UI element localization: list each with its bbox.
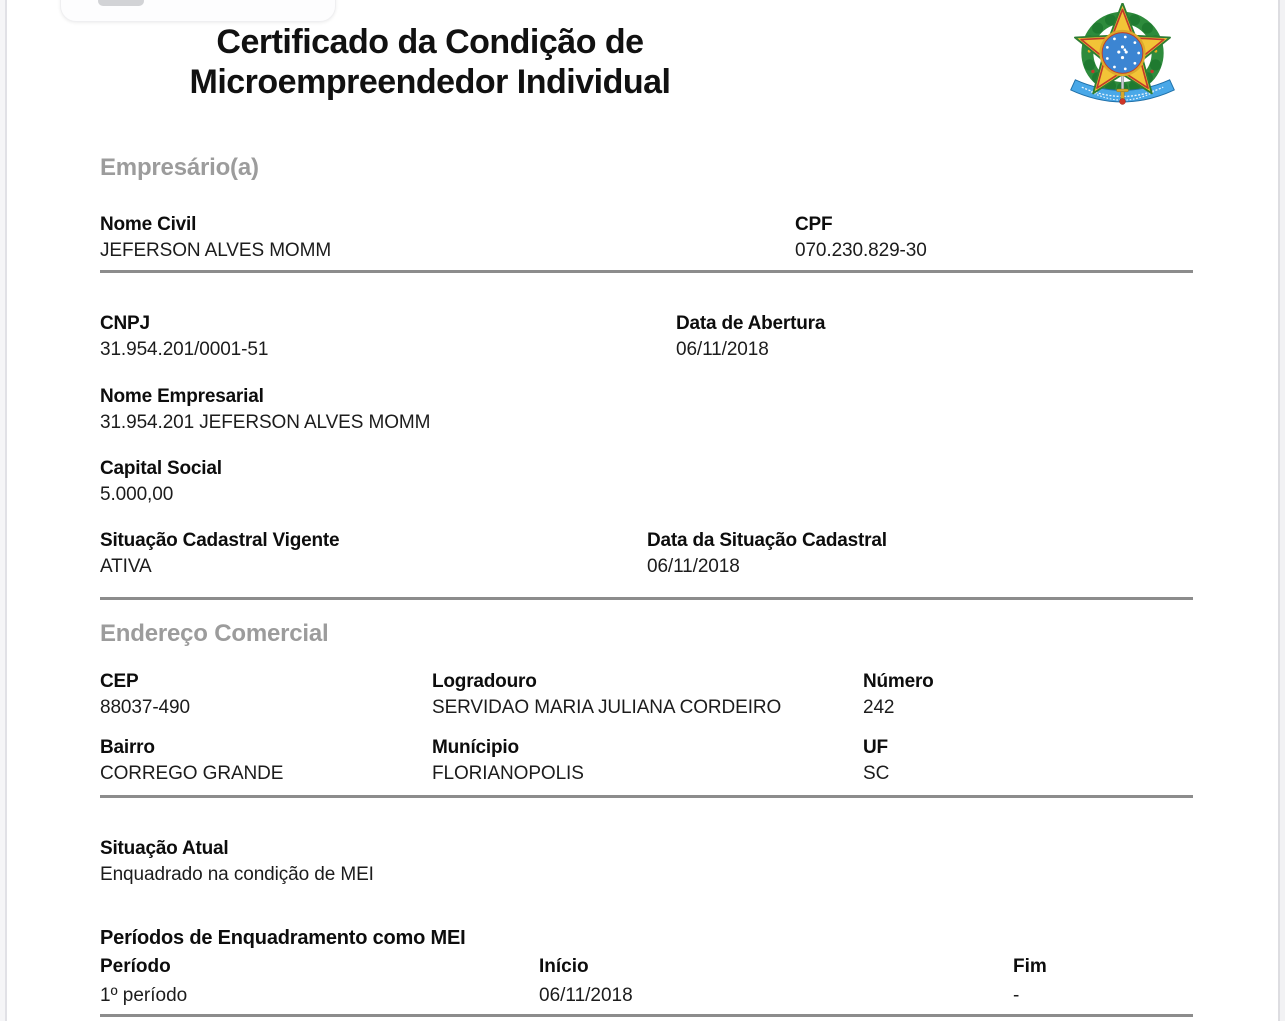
cep-value: 88037-490 bbox=[100, 697, 190, 718]
row-cnpj-abertura bbox=[100, 311, 1195, 363]
field-cnpj bbox=[100, 311, 676, 363]
cep-label: CEP bbox=[100, 671, 139, 692]
situacao-atual-value: Enquadrado na condição de MEI bbox=[100, 864, 374, 885]
fim-cell: - bbox=[1013, 985, 1020, 1006]
row-cep-logradouro-numero bbox=[100, 669, 1195, 721]
section-header-empresario: Empresário(a) bbox=[100, 154, 259, 181]
nome-empresarial-value: 31.954.201 JEFERSON ALVES MOMM bbox=[100, 412, 431, 433]
cnpj-label: CNPJ bbox=[100, 313, 150, 334]
situacao-atual-label: Situação Atual bbox=[100, 838, 229, 859]
field-situacao-atual bbox=[100, 836, 1195, 888]
field-cpf bbox=[795, 212, 1195, 264]
bairro-value: CORREGO GRANDE bbox=[100, 763, 284, 784]
field-logradouro bbox=[432, 669, 863, 721]
page-left-edge bbox=[0, 0, 7, 1021]
situacao-vigente-label: Situação Cadastral Vigente bbox=[100, 530, 340, 551]
data-abertura-label: Data de Abertura bbox=[676, 313, 826, 334]
logradouro-label: Logradouro bbox=[432, 671, 537, 692]
periodo-cell: 1º período bbox=[100, 985, 188, 1006]
row-nome-cpf bbox=[100, 212, 1195, 264]
divider bbox=[100, 795, 1193, 798]
row-bairro-municipio-uf bbox=[100, 735, 1195, 787]
periodos-data-row bbox=[100, 983, 1195, 1009]
field-data-abertura bbox=[676, 311, 1195, 363]
field-data-situacao bbox=[647, 528, 1195, 580]
field-municipio bbox=[432, 735, 863, 787]
uf-label: UF bbox=[863, 737, 888, 758]
periodos-col-inicio: Início bbox=[539, 956, 589, 977]
capital-social-value: 5.000,00 bbox=[100, 484, 174, 505]
divider bbox=[100, 1014, 1193, 1017]
data-abertura-value: 06/11/2018 bbox=[676, 339, 769, 360]
document-body bbox=[100, 0, 1195, 1017]
inicio-cell: 06/11/2018 bbox=[539, 985, 633, 1006]
municipio-label: Munícipio bbox=[432, 737, 519, 758]
numero-label: Número bbox=[863, 671, 934, 692]
periodos-title: Períodos de Enquadramento como MEI bbox=[100, 927, 466, 949]
field-nome-civil bbox=[100, 212, 795, 264]
cpf-value: 070.230.829-30 bbox=[795, 240, 927, 261]
numero-value: 242 bbox=[863, 697, 895, 718]
periodos-header-row bbox=[100, 954, 1195, 980]
field-cep bbox=[100, 669, 432, 721]
periodos-col-fim: Fim bbox=[1013, 956, 1047, 977]
field-bairro bbox=[100, 735, 432, 787]
logradouro-value: SERVIDAO MARIA JULIANA CORDEIRO bbox=[432, 697, 782, 718]
municipio-value: FLORIANOPOLIS bbox=[432, 763, 584, 784]
field-capital-social bbox=[100, 456, 1195, 508]
nome-empresarial-label: Nome Empresarial bbox=[100, 386, 264, 407]
page-title-line2: Microempreendedor Individual bbox=[189, 63, 671, 101]
situacao-vigente-value: ATIVA bbox=[100, 556, 152, 577]
divider bbox=[100, 270, 1193, 273]
row-situacao-cadastral bbox=[100, 528, 1195, 580]
data-situacao-label: Data da Situação Cadastral bbox=[647, 530, 887, 551]
page-title bbox=[100, 22, 760, 102]
field-numero bbox=[863, 669, 1195, 721]
periodos-col-periodo: Período bbox=[100, 956, 171, 977]
cnpj-value: 31.954.201/0001-51 bbox=[100, 339, 269, 360]
field-situacao-vigente bbox=[100, 528, 647, 580]
bairro-label: Bairro bbox=[100, 737, 155, 758]
nome-civil-value: JEFERSON ALVES MOMM bbox=[100, 240, 332, 261]
field-nome-empresarial bbox=[100, 384, 1195, 436]
divider bbox=[100, 597, 1193, 600]
field-uf bbox=[863, 735, 1195, 787]
page-right-edge bbox=[1278, 0, 1285, 1021]
cpf-label: CPF bbox=[795, 214, 833, 235]
page-title-line1: Certificado da Condição de bbox=[216, 23, 644, 61]
data-situacao-value: 06/11/2018 bbox=[647, 556, 740, 577]
uf-value: SC bbox=[863, 763, 890, 784]
capital-social-label: Capital Social bbox=[100, 458, 222, 479]
section-header-endereco: Endereço Comercial bbox=[100, 620, 329, 647]
nome-civil-label: Nome Civil bbox=[100, 214, 197, 235]
